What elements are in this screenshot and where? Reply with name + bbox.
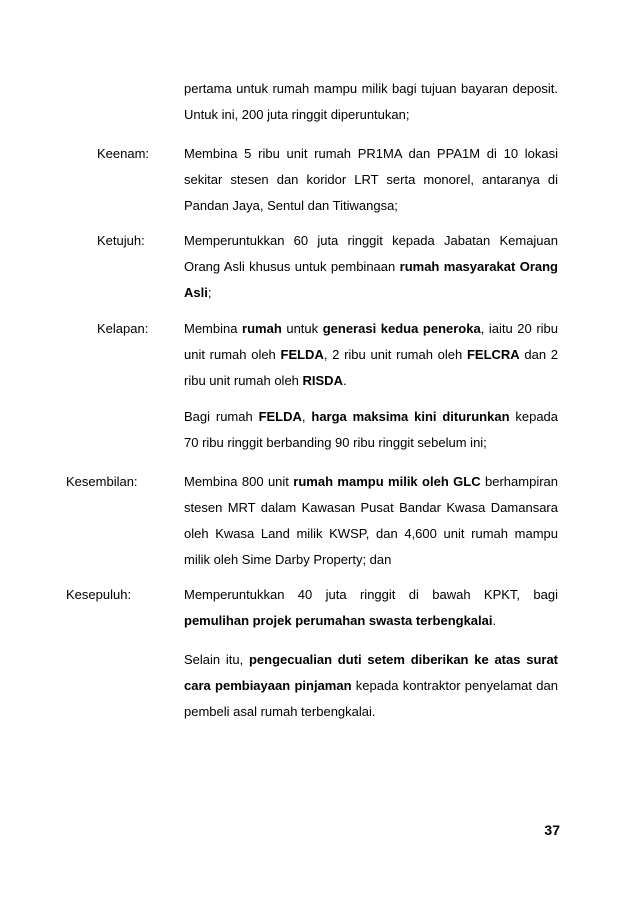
- item-label-kesembilan: Kesembilan:: [66, 474, 138, 489]
- text-segment: , iaitu 20 ribu unit rumah oleh: [184, 321, 559, 362]
- text-segment: untuk: [281, 321, 323, 336]
- text-segment: ;: [207, 285, 212, 300]
- bold-text-segment: rumah masyarakat Orang Asli: [184, 259, 558, 300]
- text-segment: dan 2 ribu unit rumah oleh: [184, 347, 558, 388]
- text-segment: .: [342, 373, 347, 388]
- bold-text-segment: FELDA: [280, 347, 324, 362]
- item-label-kelapan: Kelapan:: [97, 321, 149, 336]
- text-segment: Membina 5 ribu unit rumah PR1MA dan PPA1M di 10 lokasi sekitar stesen dan koridor LRT serta monorel, antaranya di Pandan Jaya, Sentul dan Titiwangsa;: [184, 146, 558, 213]
- item-ketujuh-paragraph-1: [184, 228, 558, 306]
- text-segment: pertama untuk rumah mampu milik bagi tujuan bayaran deposit. Untuk ini, 200 juta ringgit diperuntukan;: [184, 81, 558, 122]
- item-keenam-paragraph-1: [184, 141, 558, 219]
- text-segment: .: [492, 613, 497, 628]
- bold-text-segment: harga maksima kini diturunkan: [311, 409, 510, 424]
- text-segment: Memperuntukkan 40 juta ringgit di bawah KPKT, bagi: [184, 587, 558, 602]
- text-segment: ,: [301, 409, 312, 424]
- item-kelapan-paragraph-2: [184, 404, 558, 456]
- text-segment: Bagi rumah: [184, 409, 259, 424]
- text-segment: berhampiran stesen MRT dalam Kawasan Pusat Bandar Kwasa Damansara oleh Kwasa Land milik KWSP, dan 4,600 unit rumah mampu milik oleh Sime Darby Property; dan: [184, 474, 559, 567]
- bold-text-segment: FELCRA: [466, 347, 520, 362]
- text-segment: kepada kontraktor penyelamat dan pembeli asal rumah terbengkalai.: [184, 678, 558, 719]
- item-label-ketujuh: Ketujuh:: [97, 233, 145, 248]
- item-label-keenam: Keenam:: [97, 146, 150, 161]
- text-segment: Memperuntukkan 60 juta ringgit kepada Jabatan Kemajuan Orang Asli khusus untuk pembinaan: [184, 233, 558, 274]
- text-segment: Selain itu,: [184, 652, 249, 667]
- item-kesepuluh-paragraph-1: [184, 582, 558, 634]
- text-segment: kepada 70 ribu ringgit berbanding 90 ribu ringgit sebelum ini;: [184, 409, 559, 450]
- bold-text-segment: generasi kedua peneroka: [322, 321, 481, 336]
- text-segment: Membina: [184, 321, 243, 336]
- text-segment: Membina 800 unit: [184, 474, 294, 489]
- bold-text-segment: FELDA: [258, 409, 302, 424]
- bold-text-segment: pengecualian duti setem diberikan ke atas surat cara pembiayaan pinjaman: [184, 652, 559, 693]
- text-segment: , 2 ribu unit rumah oleh: [323, 347, 467, 362]
- bold-text-segment: rumah: [242, 321, 282, 336]
- continuation-paragraph: [184, 76, 558, 128]
- page-number: 37: [544, 822, 560, 838]
- item-kesepuluh-paragraph-2: [184, 647, 558, 725]
- item-kelapan-paragraph-1: [184, 316, 558, 394]
- item-label-kesepuluh: Kesepuluh:: [66, 587, 132, 602]
- bold-text-segment: RISDA: [302, 373, 343, 388]
- bold-text-segment: rumah mampu milik oleh GLC: [293, 474, 481, 489]
- bold-text-segment: pemulihan projek perumahan swasta terbengkalai: [184, 613, 493, 628]
- item-kesembilan-paragraph-1: [184, 469, 558, 573]
